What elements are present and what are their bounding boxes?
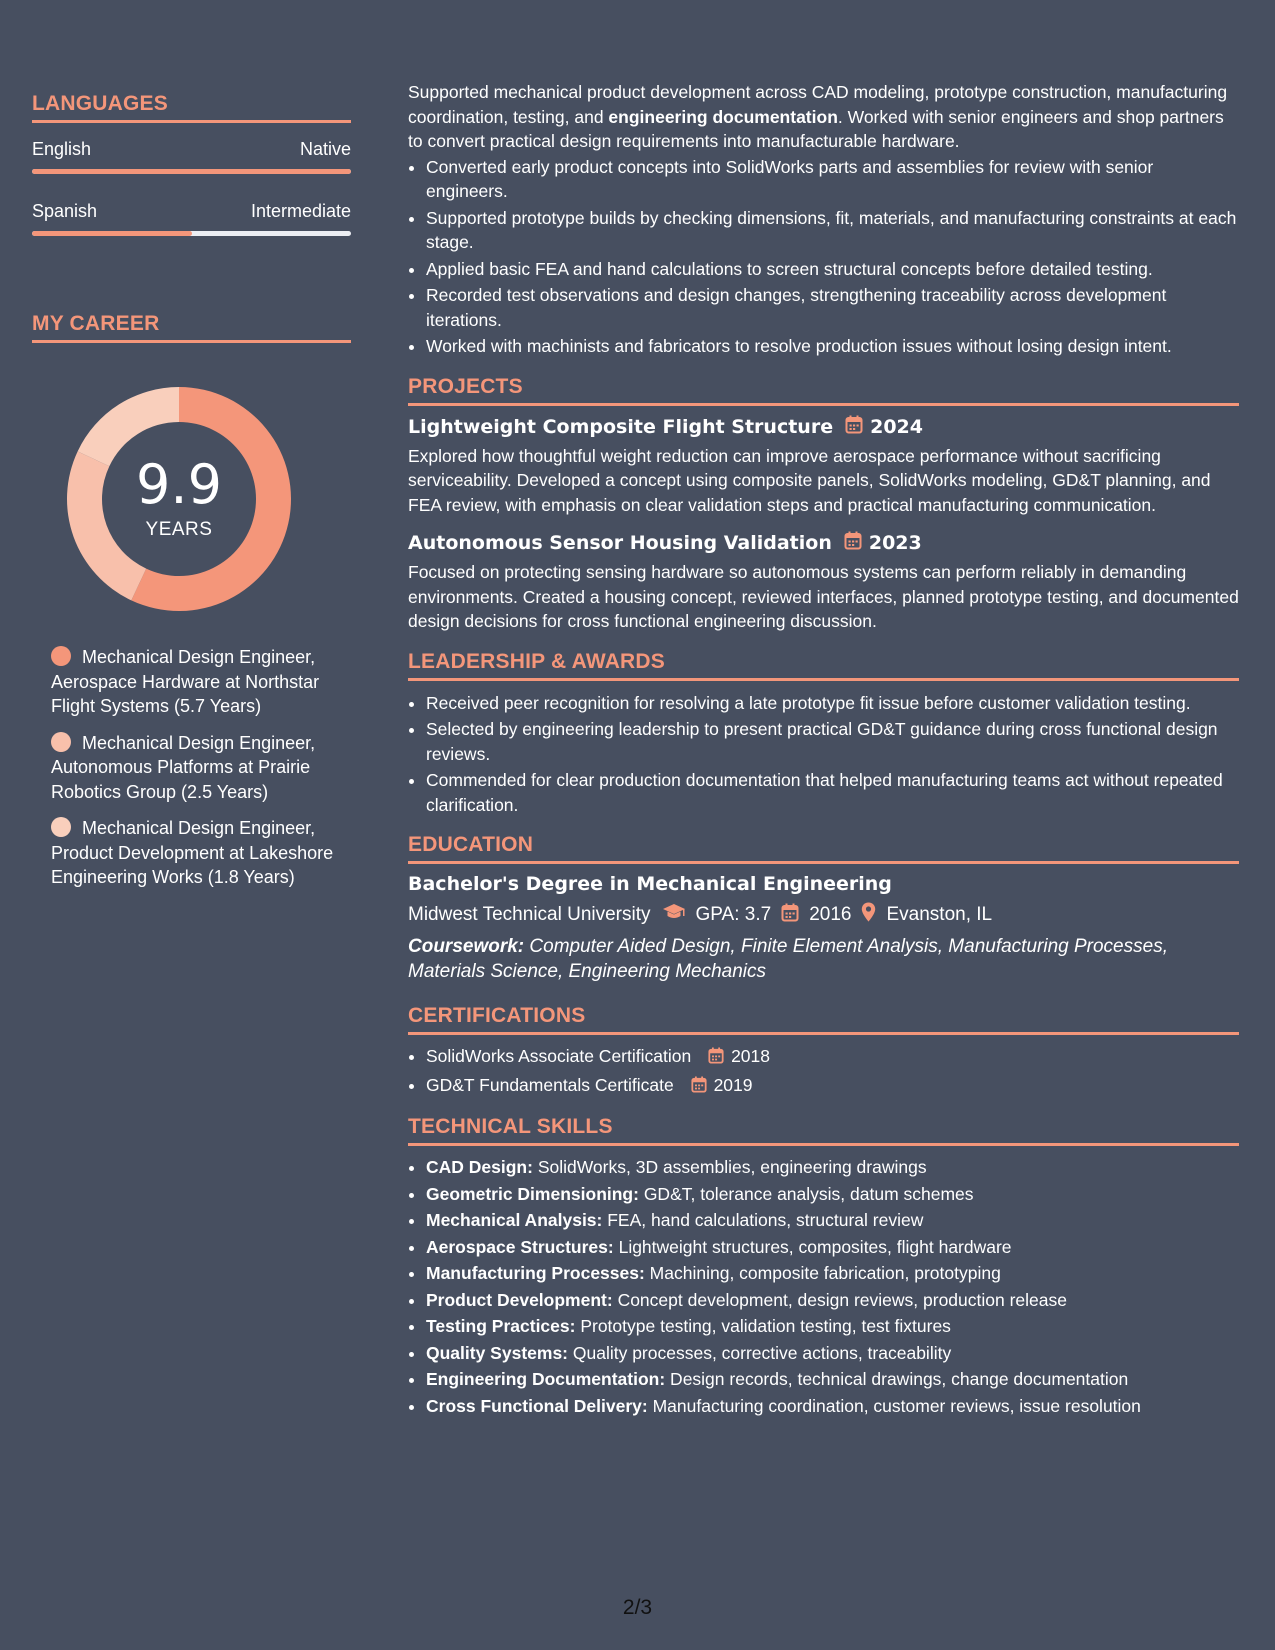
skill-item bbox=[426, 1235, 1239, 1260]
language-item-english bbox=[32, 139, 351, 174]
list-item: • Worked with machinists and fabricators to resolve production issues without losing design intent. bbox=[426, 334, 1239, 359]
calendar-icon bbox=[691, 1075, 707, 1100]
education-school: Midwest Technical University bbox=[408, 904, 651, 925]
skill-item bbox=[426, 1261, 1239, 1286]
list-item bbox=[426, 1073, 1239, 1100]
calendar-icon bbox=[708, 1046, 724, 1071]
education-meta bbox=[408, 902, 1239, 928]
leadership-section bbox=[408, 650, 1239, 818]
location-pin-icon bbox=[861, 902, 876, 928]
project-description: Focused on protecting sensing hardware so autonomous systems can perform reliably in demanding environments. Created a housing concept, reviewed interfaces, planned prototype testing, and documented design decisions for cross functional engineering discussion. bbox=[408, 562, 1239, 631]
education-year: 2016 bbox=[809, 904, 852, 925]
education-degree: Bachelor's Degree in Mechanical Engineering bbox=[408, 873, 892, 895]
experience-section bbox=[408, 80, 1239, 359]
right-column bbox=[408, 80, 1239, 1420]
graduation-cap-icon bbox=[662, 903, 686, 927]
legend-dot-icon bbox=[51, 646, 71, 666]
skill-item bbox=[426, 1182, 1239, 1207]
language-name: Spanish bbox=[32, 201, 98, 221]
language-bar-fill bbox=[32, 231, 192, 236]
calendar-icon bbox=[845, 415, 863, 439]
certifications-heading: CERTIFICATIONS bbox=[408, 1004, 1239, 1035]
legend-item bbox=[51, 816, 351, 890]
career-section bbox=[32, 312, 351, 890]
project-name: Lightweight Composite Flight Structure bbox=[408, 415, 834, 438]
legend-dot-icon bbox=[51, 732, 71, 752]
skill-label: Cross Functional Delivery: bbox=[426, 1395, 648, 1416]
language-bar-fill bbox=[32, 169, 351, 174]
project-item bbox=[408, 415, 1239, 518]
education-section bbox=[408, 833, 1239, 984]
list-item: • Supported prototype builds by checking dimensions, fit, materials, and manufacturing constraints at each stage. bbox=[426, 206, 1239, 255]
page-number: 2/3 bbox=[622, 1596, 653, 1619]
list-item: • Selected by engineering leadership to present practical GD&T guidance during cross functional design reviews. bbox=[426, 717, 1239, 766]
project-description: Explored how thoughtful weight reduction can improve aerospace performance without sacrificing serviceability. Developed a concept using composite panels, SolidWorks modeling, GD&T planning, and FEA review, with emphasis on clear validation steps and practical manufacturing communication. bbox=[408, 445, 1211, 515]
list-item: • Recorded test observations and design changes, strengthening traceability across development iterations. bbox=[426, 283, 1239, 332]
certification-name: GD&T Fundamentals Certificate bbox=[426, 1074, 674, 1095]
list-item: • Received peer recognition for resolving a late prototype fit issue before customer validation testing. bbox=[426, 691, 1239, 716]
projects-section bbox=[408, 375, 1239, 634]
legend-dot-icon bbox=[51, 817, 71, 837]
skills-section bbox=[408, 1115, 1239, 1418]
education-location: Evanston, IL bbox=[886, 904, 993, 925]
skill-item bbox=[426, 1341, 1239, 1366]
skill-item bbox=[426, 1367, 1239, 1392]
career-donut-chart bbox=[65, 385, 293, 613]
skill-value: Lightweight structures, composites, flight hardware bbox=[613, 1236, 1012, 1257]
career-total-unit: YEARS bbox=[145, 519, 213, 540]
languages-heading: LANGUAGES bbox=[32, 92, 351, 123]
coursework-list: Computer Aided Design, Finite Element Analysis, Manufacturing Processes, Materials Science, Engineering Mechanics bbox=[408, 936, 1168, 982]
project-year: 2024 bbox=[870, 415, 923, 438]
skill-label: Testing Practices: bbox=[426, 1316, 576, 1336]
left-column bbox=[32, 92, 351, 902]
legend-label: Mechanical Design Engineer, Aerospace Hardware at Northstar Flight Systems (5.7 Years) bbox=[51, 647, 320, 716]
list-item bbox=[426, 1044, 1239, 1071]
language-level: Native bbox=[299, 139, 351, 159]
skill-label: Aerospace Structures: bbox=[426, 1236, 614, 1257]
skill-value: Machining, composite fabrication, prototyping bbox=[644, 1263, 1001, 1283]
language-bar bbox=[32, 169, 351, 174]
skills-list bbox=[408, 1155, 1239, 1418]
language-level: Intermediate bbox=[250, 201, 351, 221]
certifications-list bbox=[408, 1044, 1239, 1099]
skill-item bbox=[426, 1155, 1239, 1180]
skill-item bbox=[426, 1288, 1239, 1313]
coursework-label: Coursework: bbox=[408, 936, 525, 957]
skill-label: Engineering Documentation: bbox=[426, 1369, 666, 1389]
certification-year: 2018 bbox=[731, 1046, 771, 1066]
skill-item bbox=[426, 1208, 1239, 1233]
language-item-spanish bbox=[32, 201, 351, 236]
experience-bullets bbox=[408, 155, 1239, 359]
language-bar bbox=[32, 231, 351, 236]
leadership-bullets bbox=[408, 691, 1239, 818]
skill-value: Manufacturing coordination, customer reviews, issue resolution bbox=[647, 1395, 1141, 1416]
calendar-icon bbox=[844, 531, 862, 555]
skill-value: FEA, hand calculations, structural review bbox=[602, 1210, 924, 1230]
project-item bbox=[408, 531, 1239, 634]
career-heading: MY CAREER bbox=[32, 312, 351, 343]
language-name: English bbox=[32, 139, 92, 159]
legend-label: Mechanical Design Engineer, Autonomous Platforms at Prairie Robotics Group (2.5 Years) bbox=[51, 732, 316, 802]
certification-name: SolidWorks Associate Certification bbox=[426, 1046, 692, 1066]
projects-heading: PROJECTS bbox=[408, 375, 1239, 406]
list-item: • Converted early product concepts into SolidWorks parts and assemblies for review with senior engineers. bbox=[426, 155, 1239, 204]
education-coursework bbox=[408, 935, 1239, 984]
legend-item bbox=[51, 645, 351, 719]
career-legend bbox=[51, 645, 351, 890]
skill-label: Geometric Dimensioning: bbox=[426, 1183, 639, 1204]
experience-summary: Supported mechanical product development across CAD modeling, prototype construction, manufacturing coordination, testing, and engineering documentation. Worked with senior engineers and shop partners to convert practical design requirements into manufacturable hardware. bbox=[408, 82, 1228, 151]
calendar-icon bbox=[781, 903, 799, 928]
skill-value: SolidWorks, 3D assemblies, engineering drawings bbox=[532, 1157, 927, 1177]
skill-value: Quality processes, corrective actions, traceability bbox=[568, 1342, 952, 1363]
list-item: • Commended for clear production documentation that helped manufacturing teams act without repeated clarification. bbox=[426, 768, 1239, 817]
education-heading: EDUCATION bbox=[408, 833, 1239, 864]
skill-item bbox=[426, 1394, 1239, 1419]
list-item: • Applied basic FEA and hand calculations to screen structural concepts before detailed testing. bbox=[426, 257, 1239, 282]
skill-label: Quality Systems: bbox=[426, 1342, 568, 1363]
skills-heading: TECHNICAL SKILLS bbox=[408, 1115, 1239, 1146]
education-gpa: GPA: 3.7 bbox=[695, 904, 772, 925]
skill-label: Mechanical Analysis: bbox=[426, 1210, 603, 1230]
skill-value: Concept development, design reviews, production release bbox=[612, 1289, 1067, 1310]
legend-label: Mechanical Design Engineer, Product Development at Lakeshore Engineering Works (1.8 Years) bbox=[51, 818, 334, 887]
leadership-heading: LEADERSHIP & AWARDS bbox=[408, 650, 1239, 681]
project-name: Autonomous Sensor Housing Validation bbox=[408, 532, 832, 554]
legend-item bbox=[51, 731, 351, 805]
career-total-value: 9.9 bbox=[136, 453, 222, 516]
project-year: 2023 bbox=[868, 532, 922, 554]
skill-value: Design records, technical drawings, change documentation bbox=[665, 1369, 1129, 1389]
skill-label: Manufacturing Processes: bbox=[426, 1263, 645, 1283]
skill-value: GD&T, tolerance analysis, datum schemes bbox=[638, 1183, 974, 1204]
skill-value: Prototype testing, validation testing, test fixtures bbox=[575, 1316, 951, 1336]
skill-item bbox=[426, 1314, 1239, 1339]
summary-bold: engineering documentation bbox=[608, 106, 838, 127]
certification-year: 2019 bbox=[713, 1074, 753, 1095]
certifications-section bbox=[408, 1004, 1239, 1099]
skill-label: CAD Design: bbox=[426, 1157, 533, 1177]
skill-label: Product Development: bbox=[426, 1289, 613, 1310]
languages-section bbox=[32, 92, 351, 236]
